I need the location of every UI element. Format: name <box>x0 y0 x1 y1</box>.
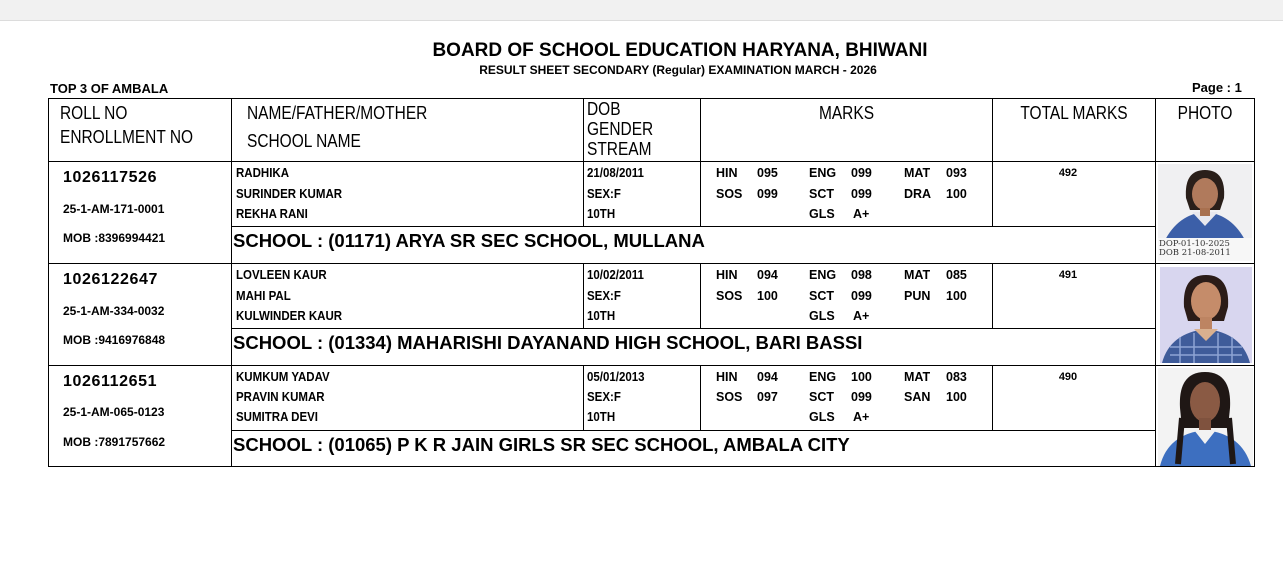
sex-value: SEX:F <box>587 187 621 201</box>
sex-value: SEX:F <box>587 390 621 404</box>
subject-code: SOS <box>716 187 743 201</box>
enrollment-number: 25-1-AM-171-0001 <box>63 202 165 216</box>
subject-code: MAT <box>904 268 931 282</box>
grade-value: A+ <box>853 410 870 424</box>
subject-code: ENG <box>809 166 837 180</box>
header-total-marks: TOTAL MARKS <box>1020 103 1128 123</box>
subject-mark: 085 <box>946 268 967 282</box>
student-photo <box>1158 368 1253 466</box>
subject-code: PUN <box>904 289 931 303</box>
header-dob: DOB <box>587 99 621 119</box>
stream-value: 10TH <box>587 309 616 323</box>
stream-value: 10TH <box>587 207 616 221</box>
header-gender: GENDER <box>587 119 654 139</box>
subject-code: SOS <box>716 390 743 404</box>
column-divider <box>700 263 701 329</box>
subject-code: SAN <box>904 390 931 404</box>
subject-code: HIN <box>716 166 738 180</box>
subject-code: ENG <box>809 268 837 282</box>
subject-mark: 095 <box>757 166 778 180</box>
subject-mark: 100 <box>946 289 967 303</box>
page-number: Page : 1 <box>1192 80 1242 95</box>
table-border-top <box>48 98 1255 99</box>
header-marks: MARKS <box>818 103 875 123</box>
school-name: SCHOOL : (01171) ARYA SR SEC SCHOOL, MULLANA <box>233 230 705 251</box>
subject-code: SCT <box>809 289 834 303</box>
student-photo-image <box>1158 368 1253 466</box>
header-photo: PHOTO <box>1177 103 1233 123</box>
photo-stamp-dob: DOB 21-08-2011 <box>1159 248 1231 258</box>
subject-code: GLS <box>809 207 835 221</box>
column-divider <box>700 365 701 431</box>
subject-mark: 099 <box>851 187 872 201</box>
column-divider <box>583 263 584 329</box>
subject-mark: 100 <box>757 289 778 303</box>
sex-value: SEX:F <box>587 289 621 303</box>
student-name: KUMKUM YADAV <box>236 370 330 384</box>
header-stream: STREAM <box>587 139 652 159</box>
dob-value: 21/08/2011 <box>587 166 644 180</box>
table-border-left <box>48 98 49 467</box>
result-table <box>48 98 1255 467</box>
column-divider <box>1155 98 1156 467</box>
grade-value: A+ <box>853 309 870 323</box>
student-photo <box>1160 267 1252 363</box>
table-border-right <box>1254 98 1255 467</box>
row-divider <box>48 263 1255 264</box>
header-name: NAME/FATHER/MOTHER <box>247 103 428 123</box>
result-sheet-subtitle: RESULT SHEET SECONDARY (Regular) EXAMINATION MARCH - 2026 <box>479 63 877 77</box>
subject-code: MAT <box>904 370 931 384</box>
column-divider <box>583 98 584 162</box>
subject-code: GLS <box>809 309 835 323</box>
subject-code: SCT <box>809 187 834 201</box>
column-divider <box>992 263 993 329</box>
total-marks: 491 <box>1058 269 1078 281</box>
subject-code: HIN <box>716 268 738 282</box>
board-title: BOARD OF SCHOOL EDUCATION HARYANA, BHIWANI <box>432 40 928 61</box>
top-label: TOP 3 OF AMBALA <box>50 81 169 96</box>
subject-code: MAT <box>904 166 931 180</box>
subject-mark: 099 <box>757 187 778 201</box>
student-name: RADHIKA <box>236 166 290 180</box>
row-divider <box>48 365 1255 366</box>
total-marks: 490 <box>1058 371 1078 383</box>
subject-code: SOS <box>716 289 743 303</box>
subject-mark: 099 <box>851 390 872 404</box>
school-name: SCHOOL : (01334) MAHARISHI DAYANAND HIGH SCHOOL, BARI BASSI <box>233 332 863 353</box>
subject-mark: 097 <box>757 390 778 404</box>
column-divider <box>992 98 993 162</box>
subject-mark: 098 <box>851 268 872 282</box>
roll-number: 1026122647 <box>63 271 158 288</box>
header-roll-no: ROLL NO <box>60 103 128 123</box>
total-marks: 492 <box>1058 167 1078 179</box>
enrollment-number: 25-1-AM-065-0123 <box>63 405 165 419</box>
school-row-divider <box>231 430 1156 431</box>
grade-value: A+ <box>853 207 870 221</box>
school-name: SCHOOL : (01065) P K R JAIN GIRLS SR SEC SCHOOL, AMBALA CITY <box>233 434 850 455</box>
roll-number: 1026112651 <box>63 373 158 390</box>
column-divider <box>583 161 584 227</box>
mother-name: REKHA RANI <box>236 207 308 221</box>
subject-mark: 100 <box>851 370 872 384</box>
student-photo-image <box>1160 267 1252 363</box>
subject-mark: 099 <box>851 289 872 303</box>
school-row-divider <box>231 328 1156 329</box>
mobile-number: MOB :8396994421 <box>63 231 166 245</box>
subject-code: DRA <box>904 187 932 201</box>
column-divider <box>700 98 701 162</box>
subject-code: GLS <box>809 410 835 424</box>
subject-code: HIN <box>716 370 738 384</box>
browser-top-bar <box>0 0 1283 21</box>
subject-mark: 093 <box>946 166 967 180</box>
stream-value: 10TH <box>587 410 616 424</box>
mother-name: KULWINDER KAUR <box>236 309 343 323</box>
subject-mark: 099 <box>851 166 872 180</box>
father-name: MAHI PAL <box>236 289 291 303</box>
column-divider <box>992 365 993 431</box>
mobile-number: MOB :9416976848 <box>63 333 166 347</box>
column-divider <box>992 161 993 227</box>
mother-name: SUMITRA DEVI <box>236 410 318 424</box>
dob-value: 10/02/2011 <box>587 268 644 282</box>
father-name: SURINDER KUMAR <box>236 187 343 201</box>
header-school-name: SCHOOL NAME <box>247 131 361 151</box>
column-divider <box>583 365 584 431</box>
father-name: PRAVIN KUMAR <box>236 390 325 404</box>
subject-code: SCT <box>809 390 834 404</box>
column-divider <box>700 161 701 227</box>
header-enrollment-no: ENROLLMENT NO <box>60 127 194 147</box>
enrollment-number: 25-1-AM-334-0032 <box>63 304 165 318</box>
subject-mark: 100 <box>946 390 967 404</box>
column-divider <box>231 98 232 467</box>
subject-mark: 100 <box>946 187 967 201</box>
dob-value: 05/01/2013 <box>587 370 645 384</box>
school-row-divider <box>231 226 1156 227</box>
subject-code: ENG <box>809 370 837 384</box>
subject-mark: 083 <box>946 370 967 384</box>
table-border-bottom <box>48 466 1255 467</box>
student-name: LOVLEEN KAUR <box>236 268 327 282</box>
photo-stamp-dop: DOP-01-10-2025 <box>1159 239 1230 249</box>
subject-mark: 094 <box>757 268 778 282</box>
mobile-number: MOB :7891757662 <box>63 435 166 449</box>
header-row-divider <box>48 161 1255 162</box>
roll-number: 1026117526 <box>63 169 158 186</box>
subject-mark: 094 <box>757 370 778 384</box>
student-photo <box>1158 164 1252 261</box>
